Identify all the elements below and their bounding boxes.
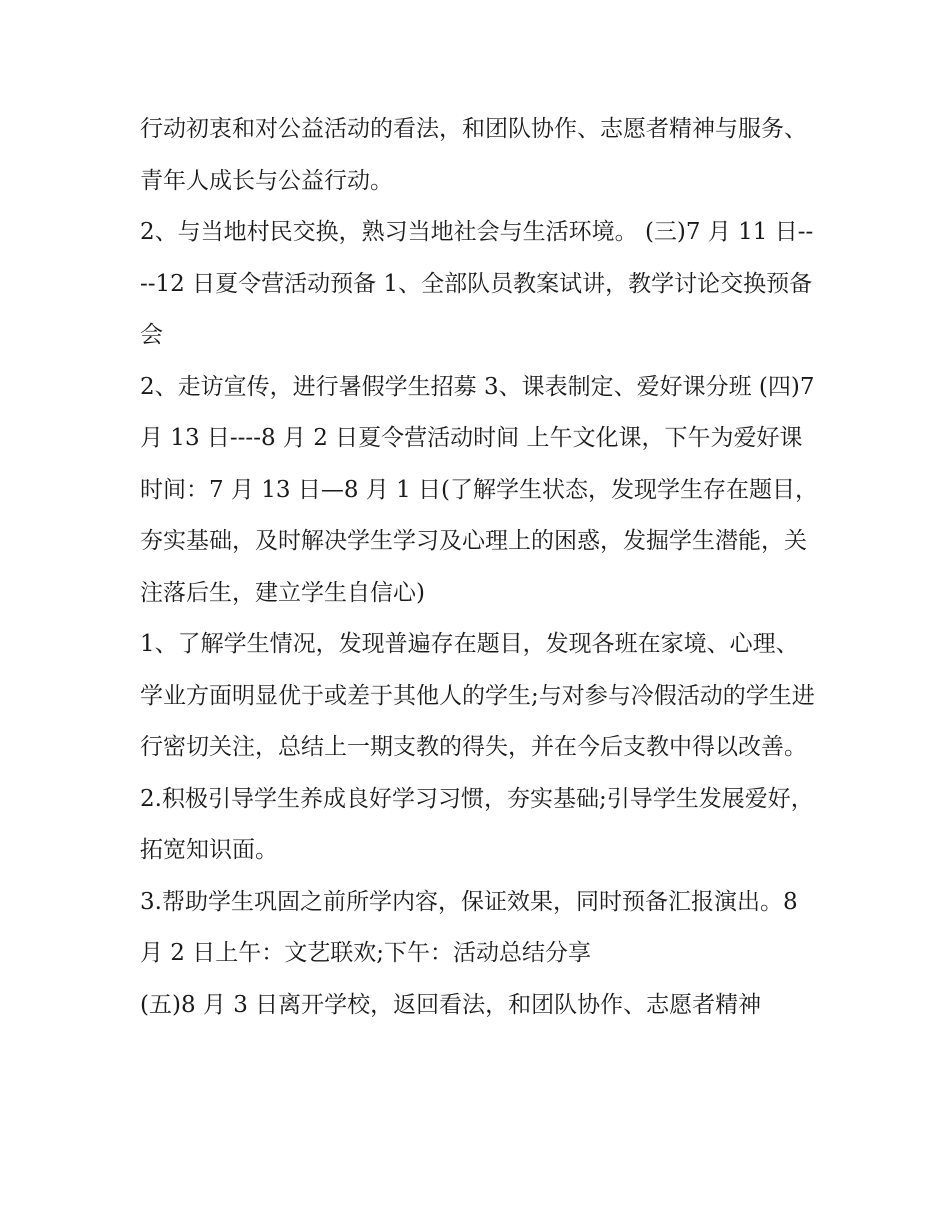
paragraph-4: 时间：7 月 13 日—8 月 1 日(了解学生状态，发现学生存在题目，夯实基础，及时解决学生学习及心理上的困惑，发掘学生潜能，关注落后生，建立学生自信心) bbox=[140, 476, 819, 606]
paragraph-6: 2.积极引导学生养成良好学习习惯，夯实基础;引导学生发展爱好，拓宽知识面。 bbox=[140, 785, 814, 863]
paragraph-1: 行动初衷和对公益活动的看法，和团队协作、志愿者精神与服务、青年人成长与公益行动。 bbox=[140, 116, 807, 194]
paragraph-3: 2、走访宣传，进行暑假学生招募 3、课表制定、爱好课分班 (四)7 月 13 日----8 月 2 日夏令营活动时间 上午文化课，下午为爱好课 bbox=[140, 373, 822, 451]
paragraph-7: 3.帮助学生巩固之前所学内容，保证效果，同时预备汇报演出。8 月 2 日上午：文艺联欢;下午：活动总结分享 bbox=[140, 888, 805, 966]
paragraph-8: (五)8 月 3 日离开学校，返回看法，和团队协作、志愿者精神 bbox=[140, 991, 762, 1018]
document-body bbox=[140, 104, 820, 1031]
paragraph-2: 2、与当地村民交换，熟习当地社会与生活环境。 (三)7 月 11 日----12 日夏令营活动预备 1、全部队员教案试讲，教学讨论交换预备会 bbox=[140, 219, 814, 348]
paragraph-5: 1、了解学生情况，发现普遍存在题目，发现各班在家境、心理、学业方面明显优于或差于其他人的学生;与对参与冷假活动的学生进行密切关注，总结上一期支教的得失，并在今后支教中得以改善。 bbox=[140, 631, 815, 760]
